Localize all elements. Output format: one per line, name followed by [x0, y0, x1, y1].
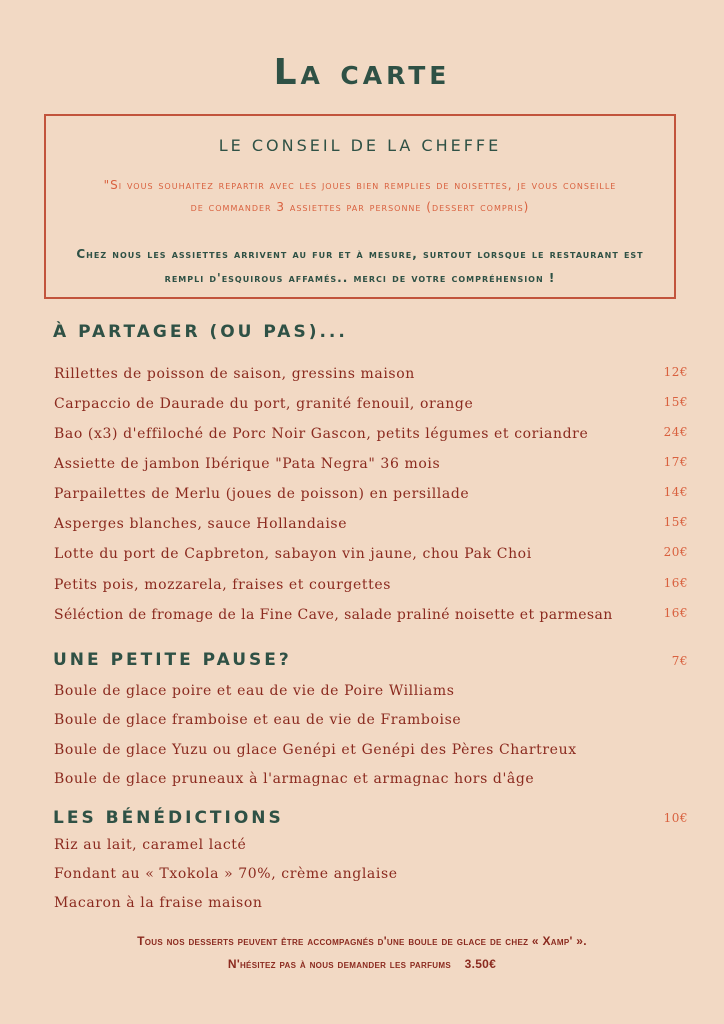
- menu-item-price: 14€: [663, 485, 688, 499]
- menu-item: Asperges blanches, sauce Hollandaise: [54, 516, 348, 532]
- menu-item-price: 15€: [663, 395, 688, 409]
- menu-item: Rillettes de poisson de saison, gressins maison: [54, 366, 415, 382]
- chef-advice-title: LE CONSEIL DE LA CHEFFE: [218, 136, 502, 155]
- menu-item: Parpailettes de Merlu (joues de poisson) en persillade: [54, 486, 470, 502]
- chef-advice-quote-line2: de commander 3 assiettes par personne (dessert compris): [190, 200, 530, 214]
- chef-advice-note-line1: Chez nous les assiettes arrivent au fur et à mesure, surtout lorsque le restaurant est: [76, 247, 644, 261]
- menu-item: Boule de glace Yuzu ou glace Genépi et Genépi des Pères Chartreux: [54, 742, 577, 758]
- chef-advice-box: [44, 114, 676, 299]
- menu-item: Assiette de jambon Ibérique "Pata Negra" 36 mois: [54, 456, 441, 472]
- footer-note-line2: [0, 957, 724, 971]
- menu-item: Petits pois, mozzarela, fraises et courgettes: [54, 577, 392, 593]
- menu-item-price: 15€: [663, 515, 688, 529]
- section-title-benedictions: LES BÉNÉDICTIONS: [53, 808, 284, 828]
- menu-item: Lotte du port de Capbreton, sabayon vin jaune, chou Pak Choi: [54, 546, 532, 562]
- menu-item-price: 12€: [663, 365, 688, 379]
- chef-advice-note: [58, 242, 662, 290]
- menu-item-price: 20€: [663, 545, 688, 559]
- menu-item: Riz au lait, caramel lacté: [54, 837, 247, 853]
- menu-title: La carte: [273, 52, 451, 93]
- chef-advice-note-line2: rempli d'esquirous affamés.. merci de votre compréhension !: [164, 271, 556, 285]
- menu-item: Bao (x3) d'effiloché de Porc Noir Gascon, petits légumes et coriandre: [54, 426, 589, 442]
- section-title-pause: UNE PETITE PAUSE?: [53, 650, 292, 670]
- menu-item: Carpaccio de Daurade du port, granité fenouil, orange: [54, 396, 474, 412]
- menu-item: Boule de glace poire et eau de vie de Poire Williams: [54, 683, 455, 699]
- chef-advice-quote: [62, 174, 658, 218]
- menu-item-price: 17€: [663, 455, 688, 469]
- menu-item: Macaron à la fraise maison: [54, 895, 263, 911]
- menu-item-price: 16€: [663, 576, 688, 590]
- footer-note-line1: Tous nos desserts peuvent être accompagnés d'une boule de glace de chez « Xamp' ».: [137, 934, 587, 948]
- section-title-partager: À PARTAGER (OU PAS)...: [53, 322, 348, 342]
- menu-item: Séléction de fromage de la Fine Cave, salade praliné noisette et parmesan: [54, 607, 613, 623]
- section-price-pause: 7€: [671, 654, 688, 668]
- menu-item: Fondant au « Txokola » 70%, crème anglaise: [54, 866, 398, 882]
- menu-item: Boule de glace framboise et eau de vie de Framboise: [54, 712, 462, 728]
- menu-item: Boule de glace pruneaux à l'armagnac et armagnac hors d'âge: [54, 771, 535, 787]
- menu-item-price: 16€: [663, 606, 688, 620]
- section-price-benedictions: 10€: [663, 811, 688, 825]
- footer-note-price: 3.50€: [464, 957, 497, 971]
- chef-advice-quote-line1: "Si vous souhaitez repartir avec les joues bien remplies de noisettes, je vous conseille: [103, 178, 617, 192]
- footer-note-text: N'hésitez pas à nous demander les parfums: [227, 957, 451, 971]
- menu-item-price: 24€: [663, 425, 688, 439]
